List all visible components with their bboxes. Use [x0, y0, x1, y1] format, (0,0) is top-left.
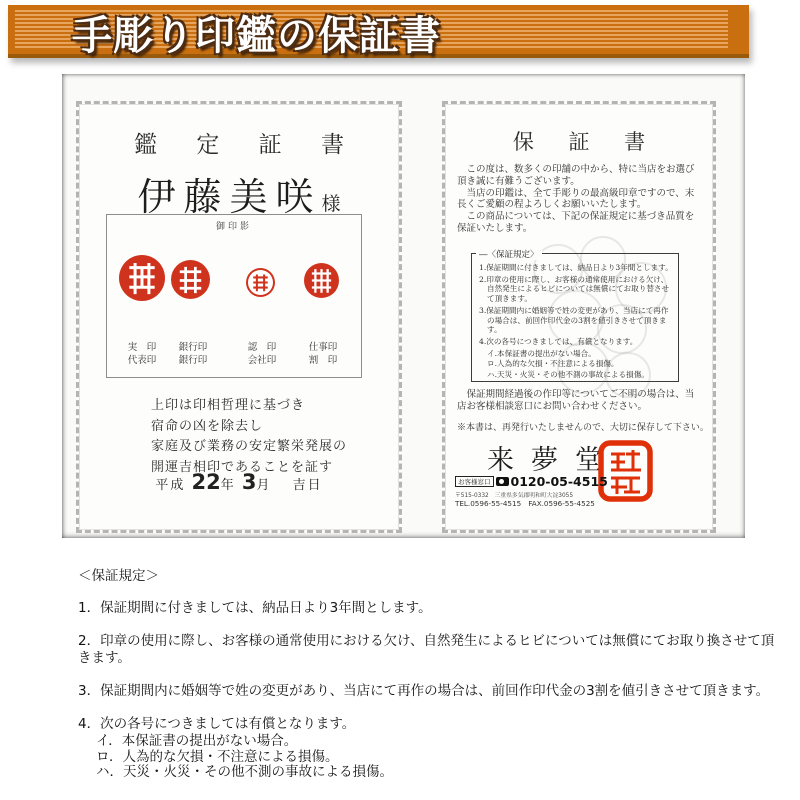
appraisal-title: 鑑 定 証 書 [134, 132, 360, 158]
attestation-text: 上印は印相哲理に基づき 宿命の凶を除去し 家庭及び業務の安定繁栄発展の 開運吉相印であることを証す [151, 398, 348, 475]
date-month-handwritten: 3 [241, 470, 257, 494]
seal-labels-2: 銀行印 銀行印 [178, 342, 208, 366]
tel-fax: TEL.0596-55-4515 FAX.0596-55-4525 [455, 499, 595, 508]
terms-sub-item-ro: ロ．人為的な欠損・不注意による損傷。 [96, 748, 339, 765]
warranty-terms-text [78, 568, 784, 781]
seal-labels-4: 仕事印 割 印 [308, 342, 338, 366]
terms-sub-item-ha: ハ．天災・火災・その他不測の事故による損傷。 [96, 764, 393, 780]
contact-phone-row [455, 474, 615, 489]
warranty-title: 保 証 書 [512, 130, 660, 154]
seal-labels-1: 実 印 代表印 [127, 342, 157, 366]
terms-item-1: 1．保証期間に付きましては、納品日より3年間とします。 [78, 600, 432, 616]
customer-name [79, 166, 399, 221]
warranty-intro: この度は、数多くの印舗の中から、特に当店をお選び頂き誠に有難うございます。 当店の印鑑は、全て手彫りの最高級印章ですので、末長くご愛顧の程よろしくお願いいたします。 この商品については、下記の保証規定に基づき品質を保証いたします。 [457, 164, 695, 234]
certificate-date: 平成 22年 3月 吉日 [155, 470, 323, 494]
date-year-handwritten: 22 [191, 470, 221, 494]
regulations-box-title: ―〈保証規定〉 [476, 248, 542, 260]
phone-number: 0120-05-4515 [510, 474, 608, 489]
terms-item-3: 3．保証期間内に婚姻等で姓の変更があり、当店にて再作の場合は、前回作印代金の3割を値引きさせて頂きます。 [78, 683, 770, 699]
seal-impression-mitomein [246, 268, 275, 297]
store-address: 〒515-0332 三重県多気郡明和町大淀3055 [455, 493, 574, 499]
terms-item-2: 2．印章の使用に際し、お客様の通常使用における欠け、自然発生によるヒビについては無償にてお取り換させて頂きます。 [78, 633, 775, 666]
contact-block [455, 474, 615, 509]
seal-labels-3: 認 印 会社印 [247, 342, 277, 366]
customer-name-text: 伊藤美咲 [137, 175, 322, 219]
regulations-items: 1.保証期間に付きましては、納品日より3年間とします。 2.印章の使用に際し、お客様の通常使用における欠け、自然発生によるヒビについては無償にてお取り替させて頂きます。 3.保証期間内に婚姻等で姓の変更があり、当店にて再作の場合は、前回作印代金の3割を値引きさせて頂きます。 4.次の各号につきましては、有償となります。 イ.本保証書の提出がない場合。 ロ.人為的な欠損・不注意による損傷。 ハ.天災・火災・その他不測の事故による損傷。 [479, 263, 673, 380]
free-dial-icon [496, 477, 509, 486]
certificates-photo [62, 74, 745, 538]
appraisal-certificate [76, 101, 402, 533]
warranty-note: ※本書は、再発行いたしませんので、大切に保存して下さい。 [457, 423, 709, 433]
terms-sub-item-i: イ．本保証書の提出がない場合。 [96, 733, 298, 749]
seal-impressions-box [106, 214, 362, 378]
warranty-outro: 保証期間経過後の作印等についてご不明の場合は、当店お客様相談窓口にお問い合わせください。 [457, 389, 695, 412]
warranty-regulations-box [471, 250, 679, 382]
header-banner [8, 5, 749, 58]
seal-impression-shigotoin [304, 263, 339, 298]
terms-heading: ＜保証規定＞ [78, 568, 159, 584]
page-title: 手彫り印鑑の保証書 [72, 13, 441, 59]
warranty-certificate [442, 101, 716, 533]
seal-box-label: 御印影 [215, 222, 252, 232]
store-name: 来夢堂 [487, 445, 619, 476]
honorific-sama: 様 [321, 193, 341, 215]
seal-impression-jitsuin [119, 255, 165, 301]
terms-item-4: 4．次の各号につきましては有償となります。 [78, 716, 356, 732]
seal-impression-ginkoin [171, 260, 210, 299]
customer-desk-badge: お客様窓口 [455, 476, 494, 487]
